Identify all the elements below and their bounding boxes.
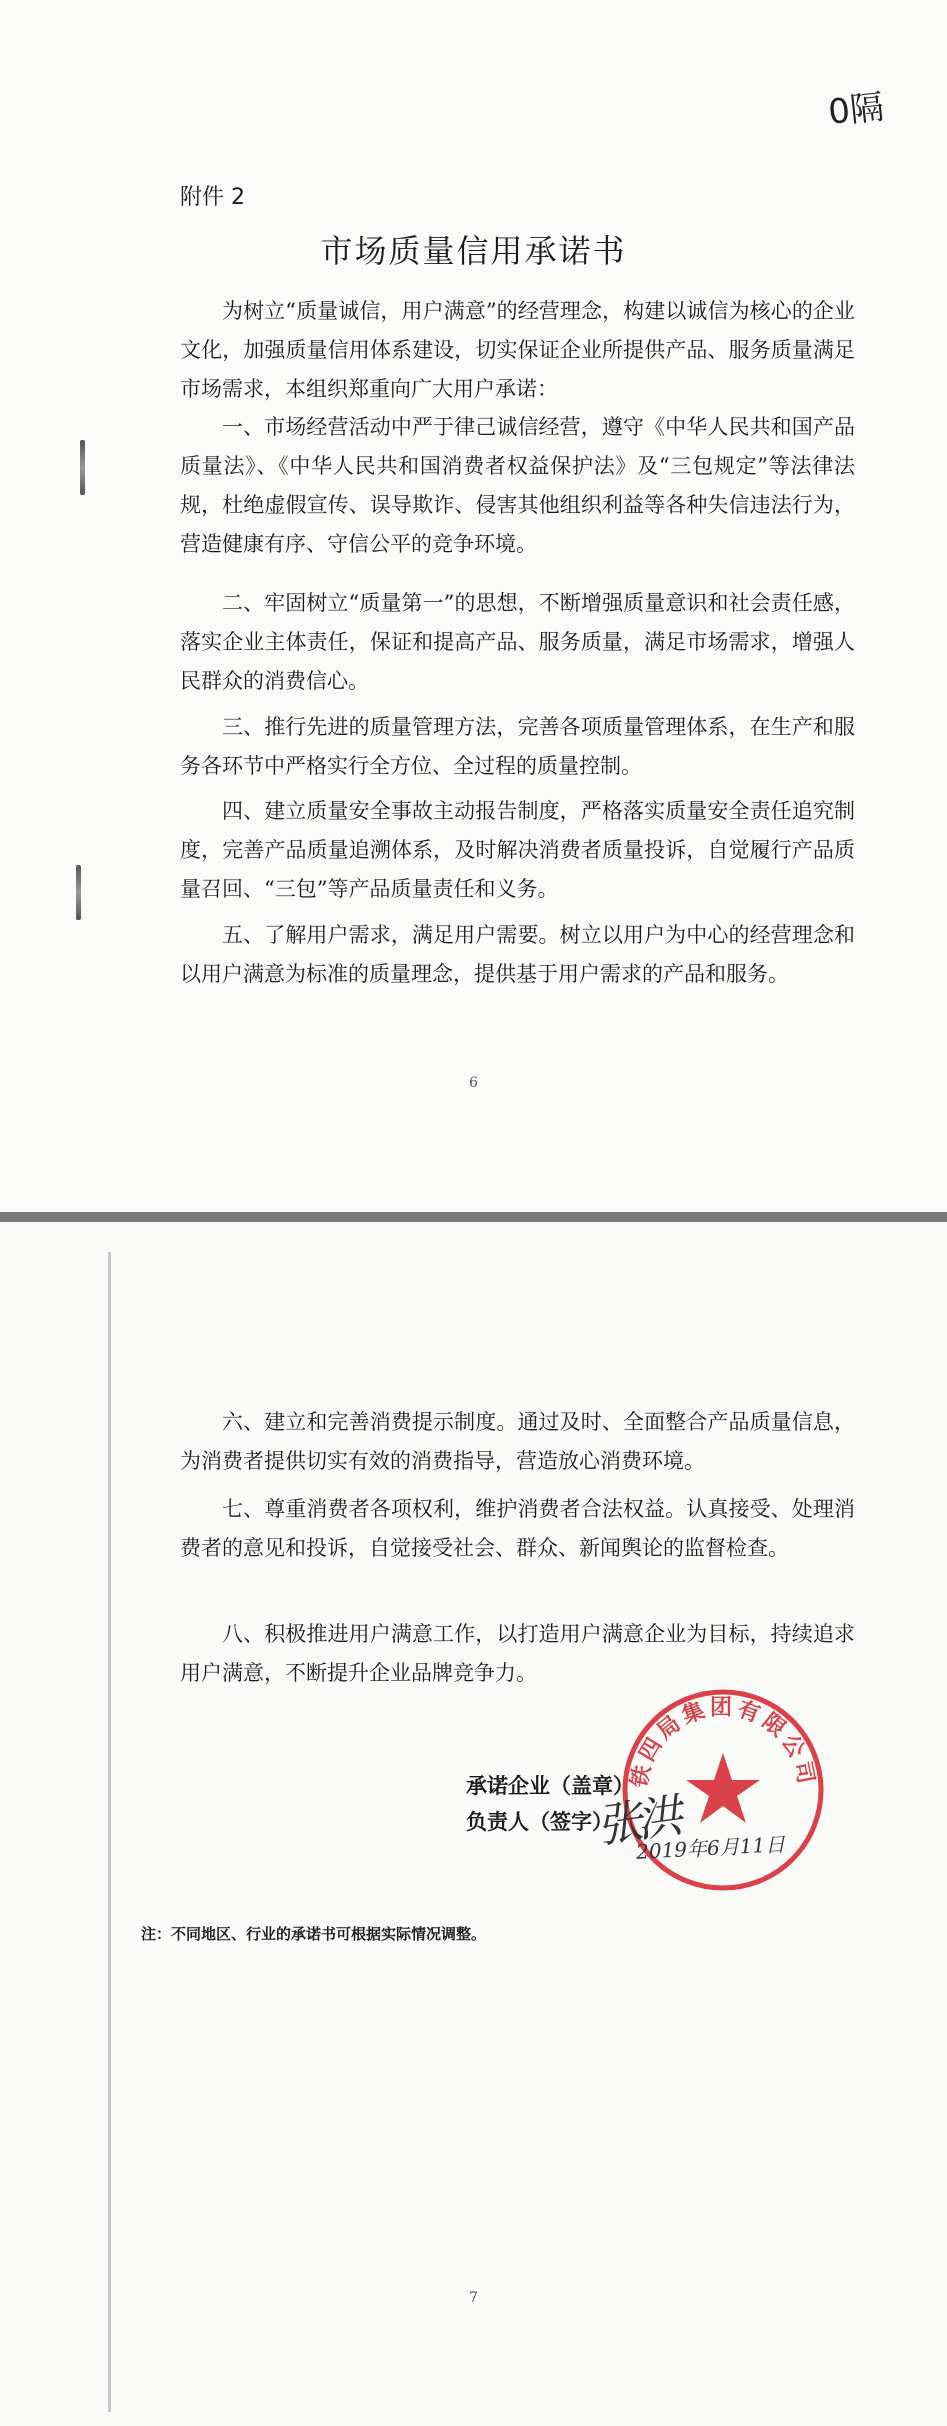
clause-paragraph-1: 一、市场经营活动中严于律己诚信经营，遵守《中华人民共和国产品质量法》、《中华人民共和国消费者权益保护法》及“三包规定”等法律法规，杜绝虚假宣传、误导欺诈、侵害其他组织利益等各种失信违法行为，营造健康有序、守信公平的竞争环境。 [180, 415, 855, 556]
footnote: 注：不同地区、行业的承诺书可根据实际情况调整。 [141, 1925, 487, 1943]
binding-clip-mark [76, 865, 81, 920]
clause-paragraph-6: 六、建立和完善消费提示制度。通过及时、全面整合产品质量信息，为消费者提供切实有效的消费指导，营造放心消费环境。 [180, 1410, 855, 1473]
clause-paragraph-7: 七、尊重消费者各项权利，维护消费者合法权益。认真接受、处理消费者的意见和投诉，自觉接受社会、群众、新闻舆论的监督检查。 [180, 1497, 855, 1560]
page-number: 6 [469, 1075, 478, 1091]
handwritten-signature: 张洪 [593, 1788, 680, 1854]
clause-paragraph-3: 三、推行先进的质量管理方法，完善各项质量管理体系，在生产和服务各环节中严格实行全方位、全过程的质量控制。 [180, 715, 855, 778]
page-number: 7 [469, 2290, 478, 2306]
seal-text: 铁四局集团有限公司 [627, 1695, 819, 1790]
binding-clip-mark [80, 440, 85, 495]
intro-paragraph: 为树立“质量诚信，用户满意”的经营理念，构建以诚信为核心的企业文化，加强质量信用体系建设，切实保证企业所提供产品、服务质量满足市场需求，本组织郑重向广大用户承诺： [180, 299, 855, 401]
handwritten-date: 2019年6月11日 [635, 1832, 786, 1864]
attachment-label: 附件 2 [180, 185, 245, 210]
clause-paragraph-2: 二、牢固树立“质量第一”的思想，不断增强质量意识和社会责任感，落实企业主体责任，保证和提高产品、服务质量，满足市场需求，增强人民群众的消费信心。 [180, 591, 855, 693]
clause-paragraph-5: 五、了解用户需求，满足用户需要。树立以用户为中心的经营理念和以用户满意为标准的质量理念，提供基于用户需求的产品和服务。 [180, 923, 855, 986]
page-divider [0, 1212, 947, 1222]
signer-company-label: 承诺企业（盖章） [466, 1774, 634, 1798]
page-title: 市场质量信用承诺书 [320, 232, 627, 270]
document-page-1 [0, 0, 947, 1212]
paper-edge [108, 1252, 111, 2412]
clause-paragraph-8: 八、积极推进用户满意工作，以打造用户满意企业为目标，持续追求用户满意，不断提升企业品牌竞争力。 [180, 1622, 855, 1685]
clause-paragraph-4: 四、建立质量安全事故主动报告制度，严格落实质量安全责任追究制度，完善产品质量追溯体系，及时解决消费者质量投诉，自觉履行产品质量召回、“三包”等产品质量责任和义务。 [180, 799, 855, 901]
handwritten-mark: 0隔 [826, 87, 886, 133]
signer-person-label: 负责人（签字） [466, 1810, 613, 1834]
